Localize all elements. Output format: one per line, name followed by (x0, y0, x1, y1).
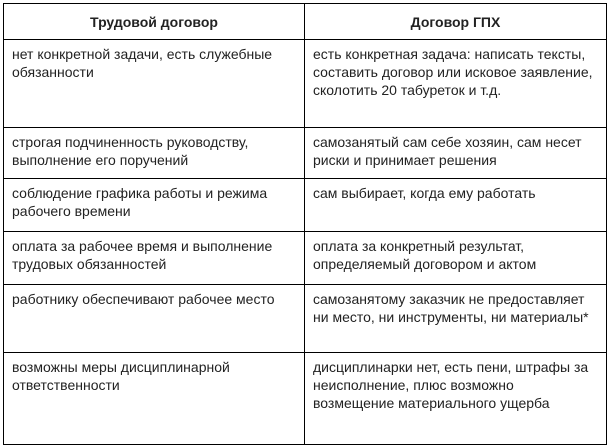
labor-cell: нет конкретной задачи, есть служебные обязанности (4, 40, 305, 128)
header-gph-contract: Договор ГПХ (305, 4, 607, 40)
header-labor-contract: Трудовой договор (4, 4, 305, 40)
comparison-table (3, 3, 607, 445)
table-row (4, 353, 607, 445)
gph-cell: самозанятый сам себе хозяин, сам несет риски и принимает решения (305, 128, 607, 179)
table-row (4, 285, 607, 353)
gph-cell: сам выбирает, когда ему работать (305, 179, 607, 232)
table-row (4, 40, 607, 128)
table-row (4, 128, 607, 179)
table-row (4, 232, 607, 285)
gph-cell: есть конкретная задача: написать тексты, составить договор или исковое заявление, сколотить 20 табуреток и т.д. (305, 40, 607, 128)
labor-cell: строгая подчиненность руководству, выполнение его поручений (4, 128, 305, 179)
table-row (4, 179, 607, 232)
labor-cell: работнику обеспечивают рабочее место (4, 285, 305, 353)
labor-cell: возможны меры дисциплинарной ответственности (4, 353, 305, 445)
header-row (4, 4, 607, 40)
labor-cell: оплата за рабочее время и выполнение трудовых обязанностей (4, 232, 305, 285)
labor-cell: соблюдение графика работы и режима рабочего времени (4, 179, 305, 232)
gph-cell: дисциплинарки нет, есть пени, штрафы за неисполнение, плюс возможно возмещение материального ущерба (305, 353, 607, 445)
gph-cell: оплата за конкретный результат, определяемый договором и актом (305, 232, 607, 285)
gph-cell: самозанятому заказчик не предоставляет ни место, ни инструменты, ни материалы* (305, 285, 607, 353)
